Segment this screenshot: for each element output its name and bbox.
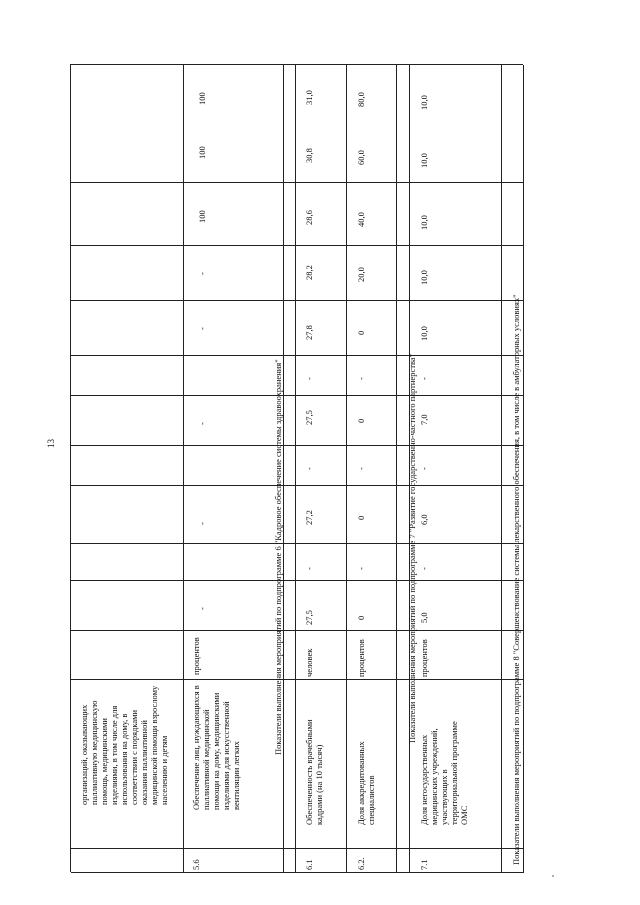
row-6-2-v5: 0 <box>356 418 366 423</box>
row-6-2-unit: процентов <box>356 639 366 677</box>
row-5-6-v3: - <box>197 522 207 525</box>
row-6-2-v3: 0 <box>356 515 366 520</box>
rule-v7 <box>71 355 524 356</box>
rule-v1 <box>71 630 524 631</box>
row-6-1-v3: 27,2 <box>304 510 314 525</box>
row-6-1-v7: 27,8 <box>304 325 314 340</box>
rule-v3 <box>71 543 524 544</box>
rule-v10 <box>71 182 524 183</box>
rule-v9 <box>71 245 524 246</box>
row-5-6-text: Обеспечение лиц, нуждающихся в паллиативной медицинской помощи на дому, медицинскими изделиями для искусственной вентиляции легких <box>191 685 241 810</box>
row-6-1-unit: человек <box>304 648 314 677</box>
section-6-title: Показатели выполнения мероприятий по подпрограмме 6 "Кадровое обеспечение системы здравоохранения" <box>273 359 283 755</box>
row-6-1-num: 6.1 <box>304 859 314 870</box>
rule-v8 <box>71 300 524 301</box>
rule-right <box>523 65 524 872</box>
row-6-1-v8: 28,2 <box>304 265 314 280</box>
row-5-6-v11: 100 <box>197 92 207 105</box>
row-5-6-v5: - <box>197 422 207 425</box>
row-7-1-num: 7.1 <box>419 859 429 870</box>
row-6-2-v9: 40,0 <box>356 212 366 227</box>
row-5-6-unit: процентов <box>191 637 201 675</box>
rule-section-6 <box>283 65 284 872</box>
row-6-1-v6: - <box>304 377 314 380</box>
row-6-2-v7: 0 <box>356 330 366 335</box>
row-7-1-v6: - <box>419 377 429 380</box>
row-5-6-v8: - <box>197 272 207 275</box>
row-6-2-v10: 60,0 <box>356 150 366 165</box>
scan-speck <box>552 875 554 877</box>
row-6-1-v4: - <box>304 467 314 470</box>
rule-v4 <box>71 485 524 486</box>
row-7-1-v2: - <box>419 567 429 570</box>
row-7-1-v11: 10,0 <box>419 95 429 110</box>
row-7-1-text: Доля негосударственных медицинских учреждений, участвующих в территориальной программе ОМС <box>419 721 469 825</box>
rule-v2 <box>71 580 524 581</box>
row-5-6-num: 5.6 <box>191 859 201 870</box>
row-6-2-num: 6.2. <box>356 857 366 870</box>
row-6-2-v11: 80,0 <box>356 92 366 107</box>
row-7-1-v5: 7,0 <box>419 414 429 425</box>
row-5-6-v9: 100 <box>197 210 207 223</box>
row-5-6-v2: - <box>197 607 207 610</box>
rule-section-7 <box>396 65 397 872</box>
row-7-1-v8: 10,0 <box>419 270 429 285</box>
row-6-2-v1: 0 <box>356 615 366 620</box>
row-7-1-v4: - <box>419 467 429 470</box>
row-7-1-v3: 6,0 <box>419 514 429 525</box>
row-6-1-v1: 27,5 <box>304 610 314 625</box>
row-7-1-v10: 10,0 <box>419 153 429 168</box>
rule-section-8 <box>501 65 502 872</box>
row-6-1-v2: - <box>304 567 314 570</box>
rule-v5 <box>71 445 524 446</box>
page-number: 13 <box>46 439 56 448</box>
rule-row-6-1 <box>295 65 296 872</box>
rule-num <box>71 848 524 849</box>
row-6-2-v8: 20,0 <box>356 267 366 282</box>
row-6-1-v5: 27,5 <box>304 410 314 425</box>
row-6-1-text: Обеспеченность врачебными кадрами (на 10 тысяч) <box>304 719 324 825</box>
indicator-table <box>70 64 523 872</box>
row-5-6-v10: 100 <box>197 146 207 159</box>
rule-row-5-6 <box>183 65 184 872</box>
row-6-1-v10: 30,8 <box>304 148 314 163</box>
section-7-title: Показатели выполнения мероприятий по подпрограмме 7 "Развитие государственно-частного партнерства" <box>407 353 417 743</box>
rule-bottom <box>71 872 524 873</box>
row-5-6-v7: - <box>197 327 207 330</box>
row-6-2-v6: - <box>356 377 366 380</box>
row-6-2-v4: - <box>356 467 366 470</box>
row-6-1-v11: 31,0 <box>304 90 314 105</box>
rule-v6 <box>71 395 524 396</box>
row-6-2-text: Доля аккредитованных специалистов <box>356 741 376 825</box>
row-7-1-v7: 10,0 <box>419 326 429 341</box>
rule-row-6-2 <box>346 65 347 872</box>
row-5-5-text: организаций, оказывающих паллиативную медицинскую помощь, медицинскими изделиями, в том числе для использования на дому, в соответствии с порядками оказания паллиативной медицинской помощи взрослому населению и детям <box>79 685 169 805</box>
row-6-1-v9: 28,6 <box>304 210 314 225</box>
row-6-2-v2: - <box>356 567 366 570</box>
row-7-1-v9: 10,0 <box>419 215 429 230</box>
section-8-title: Показатели выполнения мероприятий по подпрограмме 8 "Совершенствование системы лекарственного обеспечения, в том числе в амбулаторных условиях" <box>511 294 521 865</box>
row-7-1-v1: 5,0 <box>419 612 429 623</box>
row-7-1-unit: процентов <box>419 639 429 677</box>
